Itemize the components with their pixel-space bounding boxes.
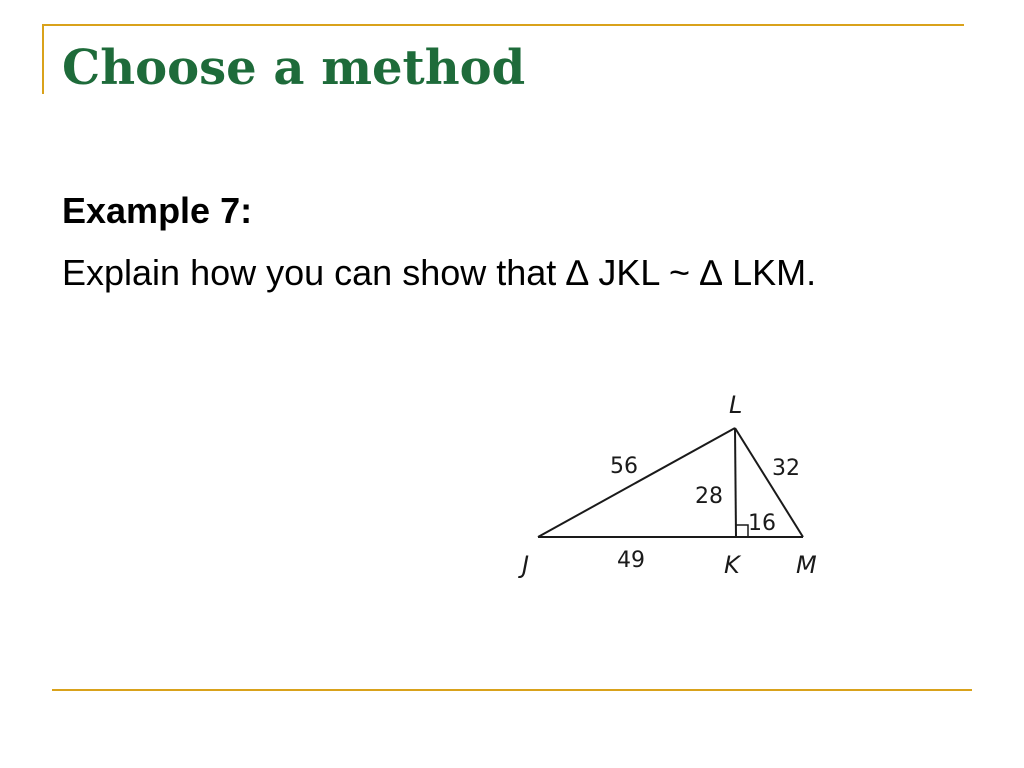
vertex-label-m: M xyxy=(796,551,817,579)
side-label-jl: 56 xyxy=(610,454,638,479)
example-prompt: Explain how you can show that ∆ JKL ~ ∆ LKM. xyxy=(62,252,817,293)
vertex-label-k: K xyxy=(724,551,740,579)
vertex-label-l: L xyxy=(729,391,743,419)
bottom-rule xyxy=(52,689,972,691)
example-label: Example 7: xyxy=(62,190,253,231)
side-label-lm: 32 xyxy=(772,456,800,481)
triangle-diagram xyxy=(500,380,860,590)
vertex-label-j: J xyxy=(522,551,530,579)
segment-jl xyxy=(538,428,735,537)
slide-title: Choose a method xyxy=(62,40,526,96)
right-angle-marker xyxy=(736,525,748,537)
side-label-lk: 28 xyxy=(695,484,723,509)
side-label-jk: 49 xyxy=(617,548,645,573)
segment-lk xyxy=(735,428,736,537)
side-label-km: 16 xyxy=(748,511,776,536)
